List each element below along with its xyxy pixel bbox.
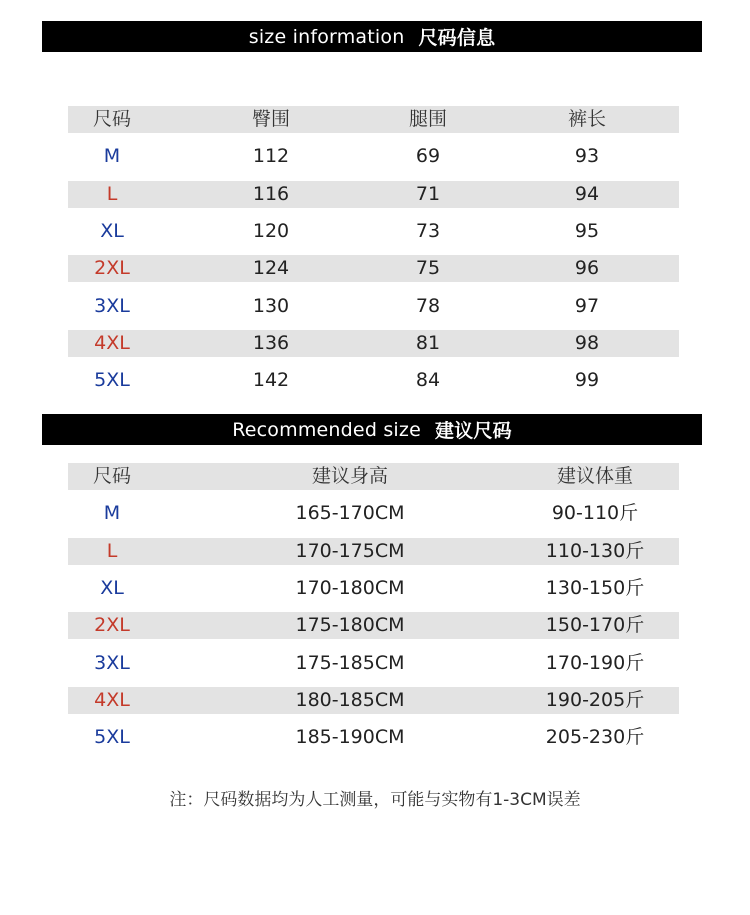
table-cell: 170-180CM: [295, 577, 405, 599]
table-cell: 116: [252, 183, 290, 205]
table-cell: 120: [252, 220, 290, 242]
table-header-row: [68, 463, 679, 490]
table-cell: 175-185CM: [295, 652, 405, 674]
table-cell: 110-130斤: [545, 540, 645, 562]
table-row: [68, 724, 679, 751]
column-header: 臀围: [251, 108, 291, 130]
table-row: [68, 330, 679, 357]
table-cell: 175-180CM: [295, 614, 405, 636]
table-cell: 99: [574, 369, 600, 391]
table-row: [68, 650, 679, 677]
measurement-note: 注：尺码数据均为人工测量，可能与实物有1-3CM误差: [169, 790, 581, 810]
table-cell: 78: [415, 295, 441, 317]
table-cell: 112: [252, 145, 290, 167]
table-cell: 73: [415, 220, 441, 242]
table-row: [68, 500, 679, 527]
table-cell: 150-170斤: [545, 614, 645, 636]
table-cell: 185-190CM: [295, 726, 405, 748]
table-cell: 93: [574, 145, 600, 167]
table-cell: 180-185CM: [295, 689, 405, 711]
table-cell: 71: [415, 183, 441, 205]
size-label: M: [103, 502, 121, 524]
table-cell: 136: [252, 332, 290, 354]
table-row: [68, 538, 679, 565]
table-cell: 84: [415, 369, 441, 391]
table-cell: 81: [415, 332, 441, 354]
banner-title-cn: 尺码信息: [418, 27, 496, 49]
banner-title-en: size information: [248, 25, 405, 48]
size-label: L: [106, 540, 118, 562]
table-cell: 165-170CM: [295, 502, 405, 524]
table-row: [68, 612, 679, 639]
table-cell: 190-205斤: [545, 689, 645, 711]
table-cell: 98: [574, 332, 600, 354]
size-label: 4XL: [94, 689, 130, 711]
size-label: 3XL: [94, 295, 130, 317]
column-header: 建议体重: [556, 465, 634, 487]
table-cell: 96: [574, 257, 600, 279]
table-cell: 69: [415, 145, 441, 167]
table-row: [68, 218, 679, 245]
table-cell: 90-110斤: [551, 502, 639, 524]
size-label: XL: [100, 577, 124, 599]
table-row: [68, 255, 679, 282]
size-label: 2XL: [94, 257, 130, 279]
size-label: XL: [100, 220, 124, 242]
table-row: [68, 143, 679, 170]
banner-title-en: Recommended size: [232, 418, 421, 441]
size-label: 2XL: [94, 614, 130, 636]
table-cell: 205-230斤: [545, 726, 645, 748]
table-cell: 94: [574, 183, 600, 205]
banner-title-cn: 建议尺码: [434, 420, 512, 442]
size-information-banner: [42, 21, 702, 52]
table-cell: 170-190斤: [545, 652, 645, 674]
table-cell: 170-175CM: [295, 540, 405, 562]
recommended-size-banner: [42, 414, 702, 445]
size-label: 3XL: [94, 652, 130, 674]
column-header: 尺码: [92, 108, 132, 130]
table-cell: 142: [252, 369, 290, 391]
column-header: 建议身高: [311, 465, 389, 487]
table-row: [68, 181, 679, 208]
table-cell: 130-150斤: [545, 577, 645, 599]
column-header: 腿围: [408, 108, 448, 130]
table-cell: 97: [574, 295, 600, 317]
size-label: 4XL: [94, 332, 130, 354]
column-header: 尺码: [92, 465, 132, 487]
size-label: L: [106, 183, 118, 205]
size-label: 5XL: [94, 726, 130, 748]
size-label: M: [103, 145, 121, 167]
table-cell: 124: [252, 257, 290, 279]
table-row: [68, 575, 679, 602]
table-row: [68, 367, 679, 394]
table-cell: 75: [415, 257, 441, 279]
column-header: 裤长: [567, 108, 607, 130]
size-label: 5XL: [94, 369, 130, 391]
table-row: [68, 687, 679, 714]
table-header-row: [68, 106, 679, 133]
table-row: [68, 293, 679, 320]
table-cell: 130: [252, 295, 290, 317]
table-cell: 95: [574, 220, 600, 242]
